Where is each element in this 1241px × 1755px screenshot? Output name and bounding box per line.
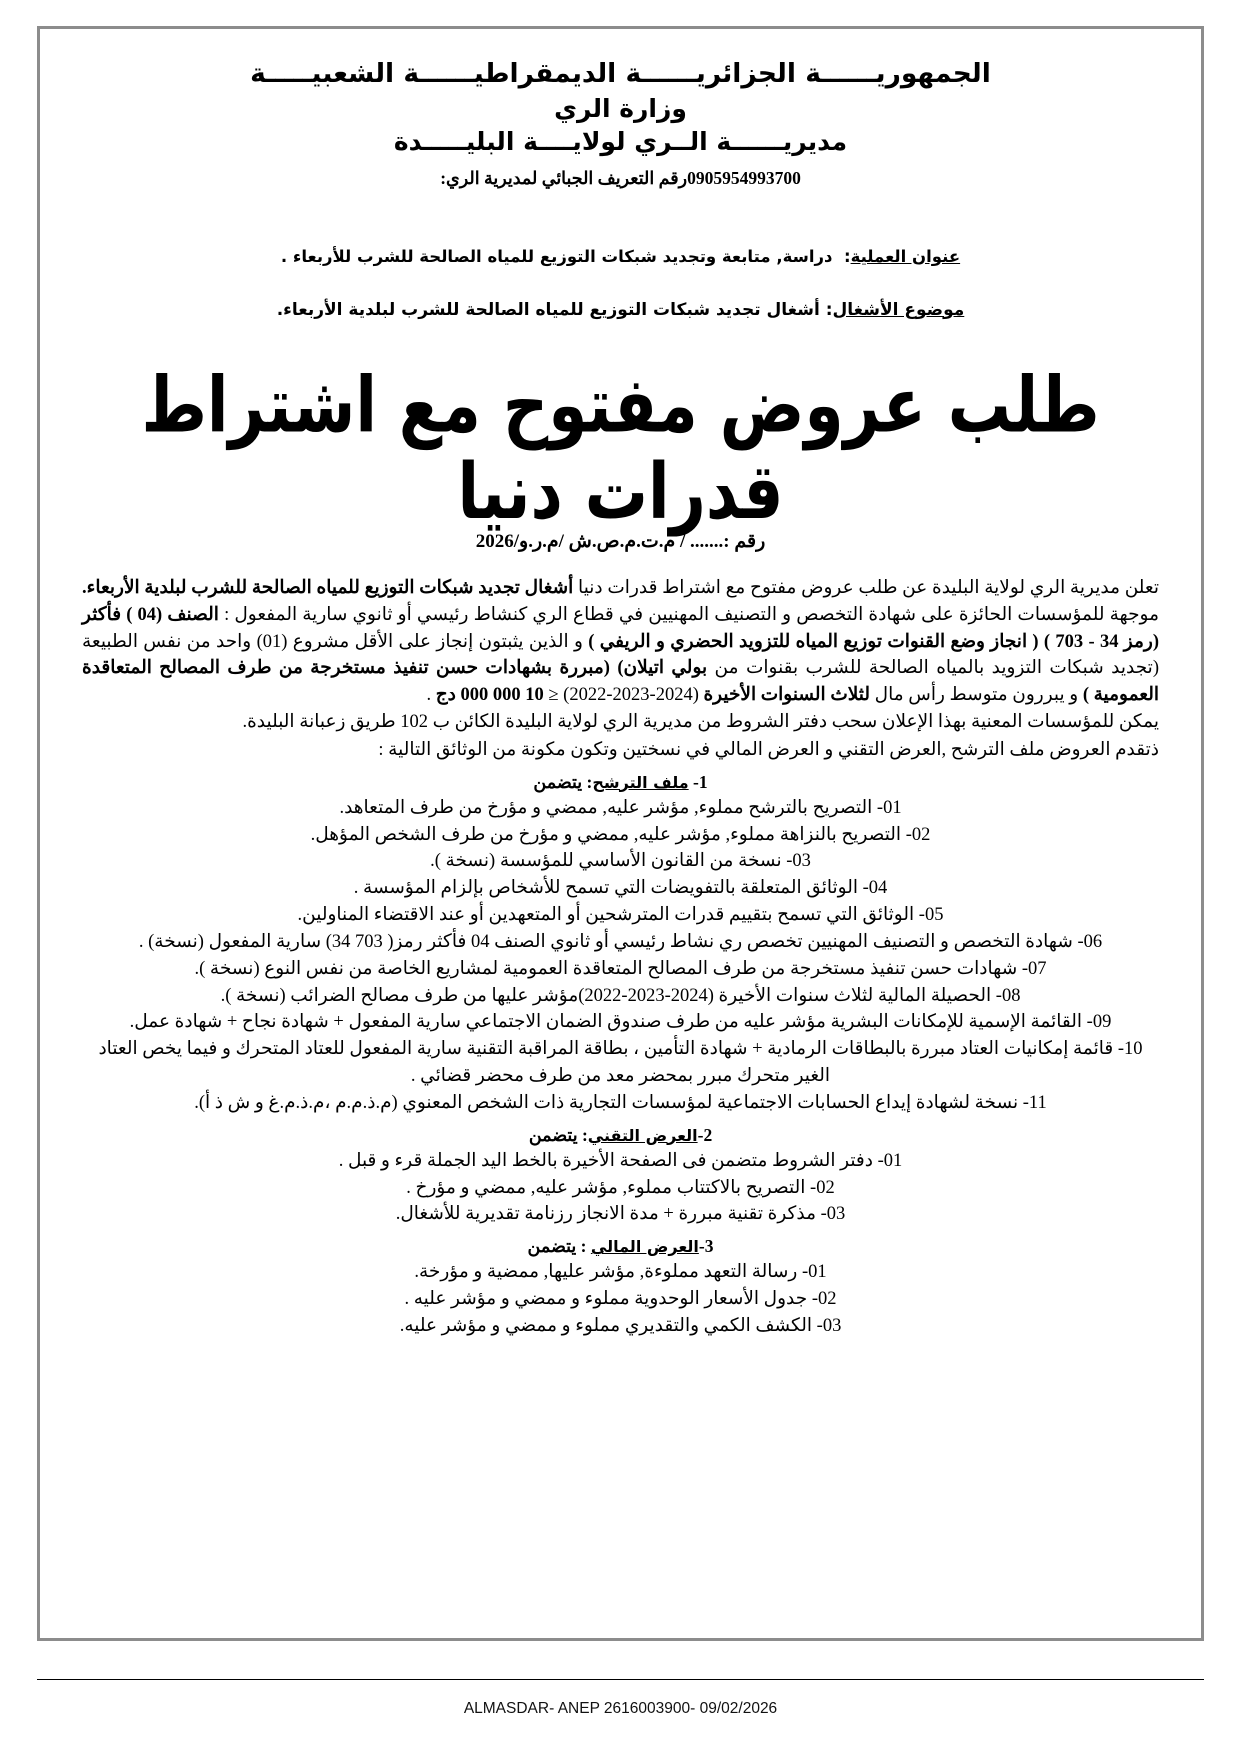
operation-title-line	[82, 245, 1159, 270]
list-item: 07- شهادات حسن تنفيذ مستخرجة من طرف المصالح المتعاقدة العمومية لمشاريع الخاصة من نفس النوع (نسخة ).	[194, 958, 1047, 979]
fiscal-id-line	[82, 168, 1159, 189]
intro-operator: ≤	[548, 684, 559, 705]
list-item: 02- التصريح بالاكتتاب مملوء, مؤشر عليه, ممضي و مؤرخ .	[406, 1177, 835, 1198]
submission-paragraph: ذتقدم العروض ملف الترشح ,العرض التقني و العرض المالي في نسختين وتكون مكونة من الوثائق التالية :	[378, 740, 1159, 760]
list-item: 04- الوثائق المتعلقة بالتفويضات التي تسمح للأشخاص بإلزام المؤسسة .	[353, 878, 888, 899]
document-header	[82, 57, 1159, 189]
section-3-suffix: : يتضمن	[527, 1236, 591, 1257]
intro-amount: 10 000 000	[460, 684, 544, 705]
works-subject-label: موضوع الأشغال	[832, 299, 965, 320]
section-1-items	[82, 795, 1159, 1117]
list-item: 03- مذكرة تقنية مبررة + مدة الانجاز رزنامة تقديرية للأشغال.	[395, 1204, 846, 1225]
section-3-title: العرض المالي	[590, 1237, 699, 1257]
list-item: 01- دفتر الشروط متضمن فى الصفحة الأخيرة بالخط اليد الجملة قرء و قبل .	[338, 1150, 903, 1171]
section-1-number: 1-	[693, 771, 708, 792]
fiscal-id-label: رقم التعريف الجبائي لمديرية الري:	[440, 167, 688, 188]
reference-number: رقم :....... / م.ت.م.ص.ش /م.ر.و/2026	[475, 531, 766, 553]
intro-part-4: و الذين يثبتون إنجاز على الأقل مشروع (01) واحد من نفس الطبيعة (تجديد شبكات التزويد بالمياه الصالحة للشرب بقنوات من	[82, 631, 1159, 679]
works-subject-value: أشغال تجديد شبكات التوزيع للمياه الصالحة للشرب لبلدية الأربعاء.	[276, 299, 820, 320]
operation-value: دراسة, متابعة وتجديد شبكات التوزيع للمياه الصالحة للشرب للأربعاء .	[280, 246, 833, 266]
list-item: 08- الحصيلة المالية لثلاث سنوات الأخيرة (2024-2023-2022)مؤشر عليها من طرف مصالح الضرائب (نسخة ).	[220, 985, 1021, 1006]
works-subject-line	[82, 298, 1159, 324]
withdrawal-paragraph: يمكن للمؤسسات المعنية بهذا الإعلان سحب دفتر الشروط من مديرية الري لولاية البليدة الكائن ب 102 طريق زعبانة البليدة.	[242, 712, 1159, 733]
document-body	[82, 575, 1159, 1340]
intro-bold-category: الصنف (04 ) فأكثر	[82, 604, 219, 625]
fiscal-id-number: 0905954993700	[687, 167, 801, 188]
works-subject-separator: :	[825, 299, 833, 320]
list-item: 02- جدول الأسعار الوحدوية مملوء و ممضي و مؤشر عليه .	[404, 1289, 837, 1310]
intro-bold-three-years: لثلاث السنوات الأخيرة	[703, 684, 870, 705]
document-sheet-border	[37, 26, 1204, 1641]
document-content	[40, 29, 1201, 1638]
directorate-line: مديريــــــة الــري لولايــــة البليـــــدة	[393, 127, 848, 157]
list-item: 06- شهادة التخصص و التصنيف المهنيين تخصص ري نشاط رئيسي أو ثانوي الصنف 04 فأكثر رمز( 703 34) سارية المفعول (نسخة) .	[138, 931, 1103, 952]
operation-separator: :	[843, 246, 851, 266]
list-item: 10- قائمة إمكانيات العتاد مبررة بالبطاقات الرمادية + شهادة التأمين ، بطاقة المراقبة التقنية سارية المفعول للعتاد المتحرك و فيما يخص العتاد الغير متحرك مبرر بمحضر معد من طرف محضر قضائي .	[98, 1039, 1143, 1086]
intro-part-5: و يبررون متوسط رأس مال	[870, 684, 1083, 705]
tender-headline: طلب عروض مفتوح مع اشتراط قدرات دنيا	[141, 360, 1100, 536]
section-3-items	[82, 1259, 1159, 1339]
section-3-number: 3-	[698, 1236, 714, 1257]
intro-bold-polyethylene: بولي اتيلان) (مبررة بشهادات حسن تنفيذ مستخرجة من طرف المصالح المتعاقدة العمومية )	[82, 658, 1159, 705]
section-2-heading	[82, 1123, 1159, 1148]
section-2-title: العرض التقني	[587, 1125, 698, 1145]
list-item: 01- رسالة التعهد مملوءة, مؤشر عليها, ممضية و مؤرخة.	[414, 1262, 827, 1283]
list-item: 03- الكشف الكمي والتقديري مملوء و ممضي و مؤشر عليه.	[399, 1316, 842, 1336]
section-1-heading	[82, 770, 1159, 795]
footer-text: ALMASDAR- ANEP 2616003900- 09/02/2026	[463, 1700, 778, 1717]
intro-paragraph	[82, 575, 1159, 708]
section-1-title: ملف الترشح	[592, 772, 689, 792]
operation-label: عنوان العملية	[850, 246, 961, 266]
republic-line: الجمهوريــــــة الجزائريــــــة الديمقراطيــــــة الشعبيـــــة	[250, 58, 991, 89]
list-item: 01- التصريح بالترشح مملوء, مؤشر عليه, ممضي و مؤرخ من طرف المتعاهد.	[339, 797, 902, 818]
section-3-heading	[82, 1234, 1159, 1259]
intro-part-1: تعلن مديرية الري لولاية البليدة عن طلب عروض مفتوح مع اشتراط قدرات دنيا	[573, 578, 1159, 599]
list-item: 11- نسخة لشهادة إيداع الحسابات الاجتماعية لمؤسسات التجارية ذات الشخص المعنوي (م.ذ.م.م ،م.ذ.م.غ و ش ذ أ).	[194, 1092, 1047, 1113]
intro-bold-code: (رمز 34 - 703 ) ( انجاز وضع القنوات توزيع المياه للتزويد الحضري و الريفي )	[588, 631, 1159, 652]
section-2-number: 2-	[697, 1124, 713, 1145]
list-item: 09- القائمة الإسمية للإمكانات البشرية مؤشر عليه من طرف صندوق الضمان الاجتماعي سارية المفعول + شهادة نجاح + شهادة عمل.	[129, 1012, 1112, 1033]
intro-years: (2024-2023-2022)	[563, 684, 699, 705]
intro-end: .	[426, 684, 432, 705]
intro-part-2: موجهة للمؤسسات الحائزة على شهادة التخصص و التصنيف المهنيين في قطاع الري كنشاط رئيسي أو ثانوي سارية المفعول :	[218, 604, 1159, 625]
list-item: 02- التصريح بالنزاهة مملوء, مؤشر عليه, ممضي و مؤرخ من طرف الشخص المؤهل.	[310, 824, 931, 845]
footer-divider	[37, 1679, 1204, 1680]
intro-bold-works: أشغال تجديد شبكات التوزيع للمياه الصالحة للشرب لبلدية الأربعاء.	[82, 578, 574, 599]
list-item: 03- نسخة من القانون الأساسي للمؤسسة (نسخة ).	[430, 851, 811, 872]
list-item: 05- الوثائق التي تسمح بتقييم قدرات المترشحين أو المتعهدين أو عند الاقتضاء المناولين.	[297, 905, 944, 926]
intro-currency: دج	[435, 684, 456, 705]
ministry-line: وزارة الري	[554, 93, 687, 123]
section-1-suffix: : يتضمن	[533, 771, 593, 792]
section-2-suffix: : يتضمن	[528, 1124, 588, 1145]
section-2-items	[82, 1148, 1159, 1228]
